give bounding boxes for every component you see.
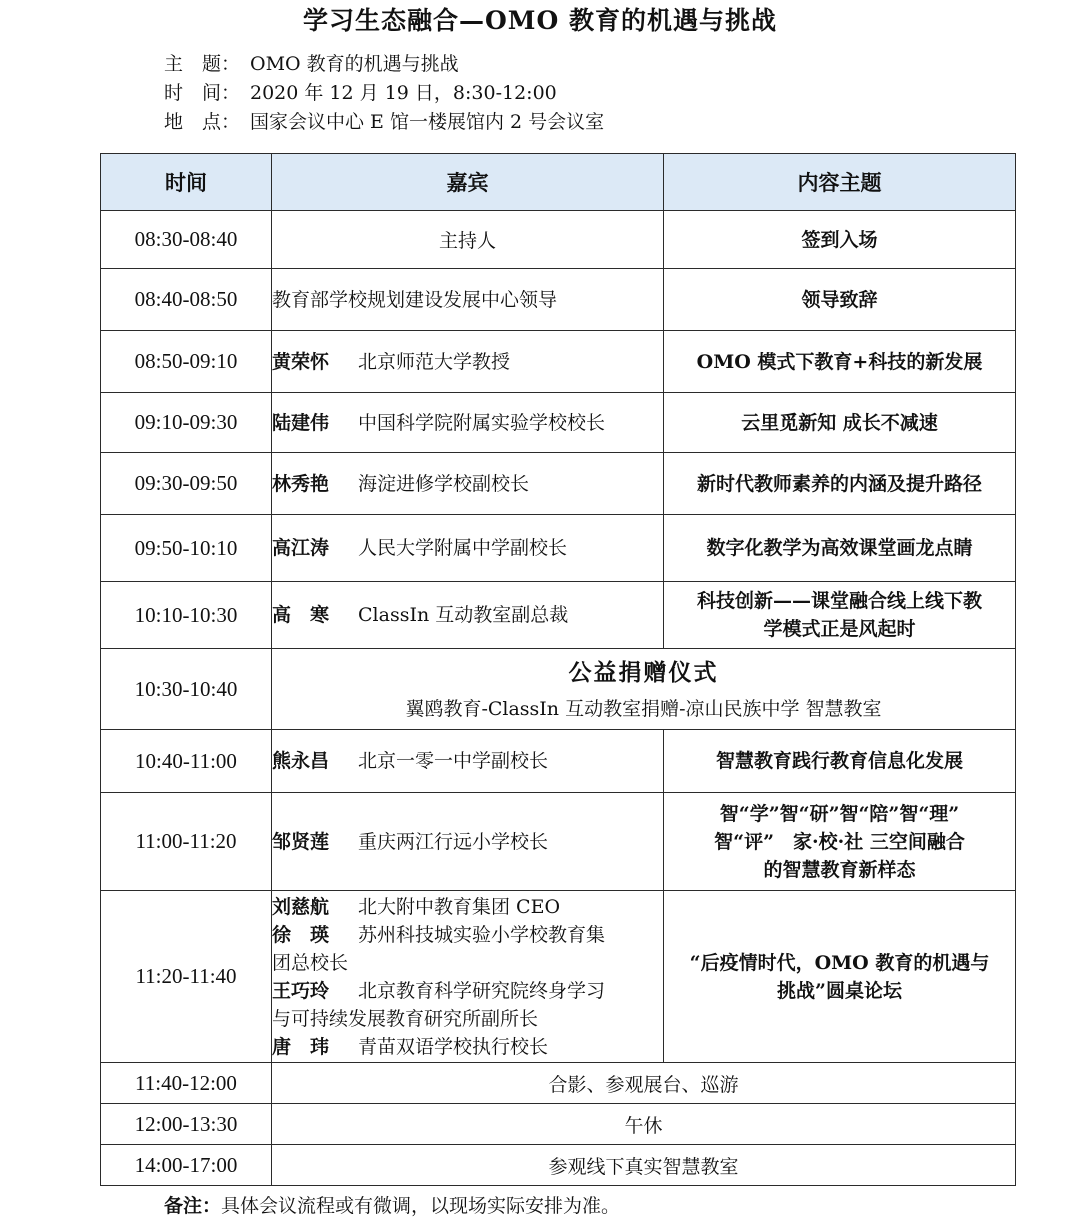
topic-line: 智“学”智“研”智“陪”智“理” xyxy=(719,802,960,825)
guest-name: 高江涛 xyxy=(272,537,330,559)
row-topic xyxy=(664,582,1016,649)
guest-role-cont: 团总校长 xyxy=(272,951,349,974)
meta-location-label: 地 点： xyxy=(164,111,241,133)
table-row xyxy=(101,1063,1016,1104)
guest-name: 邹贤莲 xyxy=(272,830,330,853)
guest-role: 重庆两江行远小学校长 xyxy=(358,830,549,853)
topic-line: 学模式正是风起时 xyxy=(763,618,916,640)
meta-time-value: 2020 年 12 月 19 日，8:30-12:00 xyxy=(250,82,557,104)
guest-role: 北京教育科学研究院终身学习 xyxy=(358,979,606,1002)
row-time: 14:00-17:00 xyxy=(101,1145,272,1186)
row-time: 09:30-09:50 xyxy=(101,453,272,515)
row-time: 11:40-12:00 xyxy=(101,1063,272,1104)
table-header-row xyxy=(101,154,1016,211)
topic-line: 科技创新——课堂融合线上线下教 xyxy=(696,590,982,612)
topic-line: 的智慧教育新样态 xyxy=(763,858,916,881)
guest-name: 高 寒 xyxy=(272,604,330,626)
guest-role: 人民大学附属中学副校长 xyxy=(358,537,568,559)
guest-role: 青苗双语学校执行校长 xyxy=(358,1035,549,1058)
table-row xyxy=(101,730,1016,793)
guest-name: 刘慈航 xyxy=(272,895,330,918)
meta-location xyxy=(164,108,604,137)
row-topic xyxy=(664,793,1016,891)
header-guest: 嘉宾 xyxy=(272,154,664,211)
row-time: 11:20-11:40 xyxy=(101,891,272,1063)
row-guest xyxy=(272,730,664,793)
row-guest: 教育部学校规划建设发展中心领导 xyxy=(272,269,664,331)
row-guest xyxy=(272,393,664,453)
row-topic: 签到入场 xyxy=(664,211,1016,269)
row-topic: OMO 模式下教育+科技的新发展 xyxy=(664,331,1016,393)
guest-name: 唐 玮 xyxy=(272,1035,330,1058)
table-row xyxy=(101,515,1016,582)
meta-time-label: 时 间： xyxy=(164,82,241,104)
guest-name: 林秀艳 xyxy=(272,472,330,495)
guest-name: 徐 瑛 xyxy=(272,923,330,946)
row-time: 12:00-13:30 xyxy=(101,1104,272,1145)
guest-role: 苏州科技城实验小学校教育集 xyxy=(358,923,606,946)
table-row xyxy=(101,1145,1016,1186)
meta-topic xyxy=(164,50,459,79)
guest-role: 北京师范大学教授 xyxy=(358,350,511,373)
table-row xyxy=(101,211,1016,269)
row-time: 08:30-08:40 xyxy=(101,211,272,269)
guest-role: 中国科学院附属实验学校校长 xyxy=(358,411,606,434)
row-guest xyxy=(272,331,664,393)
row-time: 09:10-09:30 xyxy=(101,393,272,453)
panel-guest xyxy=(272,977,663,1005)
panel-guest xyxy=(272,893,663,921)
topic-line: 挑战”圆桌论坛 xyxy=(777,979,902,1002)
row-topic: 领导致辞 xyxy=(664,269,1016,331)
meta-location-value: 国家会议中心 E 馆一楼展馆内 2 号会议室 xyxy=(250,111,605,133)
row-span: 合影、参观展台、巡游 xyxy=(272,1063,1016,1104)
footnote-text: 具体会议流程或有微调，以现场实际安排为准。 xyxy=(221,1195,621,1217)
row-topic: 云里觅新知 成长不减速 xyxy=(664,393,1016,453)
row-time: 10:30-10:40 xyxy=(101,649,272,730)
row-guest xyxy=(272,453,664,515)
row-time: 08:50-09:10 xyxy=(101,331,272,393)
panel-guests xyxy=(272,891,664,1063)
row-time: 09:50-10:10 xyxy=(101,515,272,582)
row-span: 午休 xyxy=(272,1104,1016,1145)
row-guest xyxy=(272,582,664,649)
row-topic: 数字化教学为高效课堂画龙点睛 xyxy=(664,515,1016,582)
table-row xyxy=(101,331,1016,393)
ceremony-subtitle: 翼鸥教育-ClassIn 互动教室捐赠-凉山民族中学 智慧教室 xyxy=(405,698,882,720)
row-time: 11:00-11:20 xyxy=(101,793,272,891)
table-row-panel xyxy=(101,891,1016,1063)
ceremony-cell xyxy=(272,649,1016,730)
row-time: 10:10-10:30 xyxy=(101,582,272,649)
row-topic xyxy=(664,891,1016,1063)
panel-guest xyxy=(272,921,663,949)
ceremony-title: 公益捐赠仪式 xyxy=(568,659,719,686)
row-time: 10:40-11:00 xyxy=(101,730,272,793)
page-title: 学习生态融合—OMO 教育的机遇与挑战 xyxy=(303,6,777,35)
meta-topic-label: 主 题： xyxy=(164,53,241,75)
row-topic: 新时代教师素养的内涵及提升路径 xyxy=(664,453,1016,515)
table-row xyxy=(101,269,1016,331)
guest-role-cont: 与可持续发展教育研究所副所长 xyxy=(272,1007,539,1030)
meta-time xyxy=(164,79,557,108)
guest-role: 北京一零一中学副校长 xyxy=(358,750,549,772)
guest-role: 海淀进修学校副校长 xyxy=(358,472,530,495)
table-row xyxy=(101,453,1016,515)
row-span: 参观线下真实智慧教室 xyxy=(272,1145,1016,1186)
guest-name: 陆建伟 xyxy=(272,411,330,434)
row-topic: 智慧教育践行教育信息化发展 xyxy=(664,730,1016,793)
meta-topic-value: OMO 教育的机遇与挑战 xyxy=(250,53,459,75)
row-time: 08:40-08:50 xyxy=(101,269,272,331)
guest-role: ClassIn 互动教室副总裁 xyxy=(358,604,569,626)
table-row xyxy=(101,793,1016,891)
footnote-label: 备注： xyxy=(164,1195,222,1217)
header-time: 时间 xyxy=(101,154,272,211)
row-guest: 主持人 xyxy=(272,211,664,269)
header-topic: 内容主题 xyxy=(664,154,1016,211)
guest-name: 熊永昌 xyxy=(272,750,330,772)
guest-role: 北大附中教育集团 CEO xyxy=(358,895,561,918)
row-guest xyxy=(272,515,664,582)
table-row-ceremony xyxy=(101,649,1016,730)
topic-line: 智“评” 家·校·社 三空间融合 xyxy=(714,830,965,853)
schedule-table xyxy=(100,153,1016,1186)
panel-guest xyxy=(272,1033,663,1061)
table-row xyxy=(101,582,1016,649)
footnote xyxy=(164,1193,620,1219)
guest-name: 黄荣怀 xyxy=(272,350,330,373)
guest-name: 王巧玲 xyxy=(272,979,330,1002)
table-row xyxy=(101,1104,1016,1145)
topic-line: “后疫情时代，OMO 教育的机遇与 xyxy=(689,951,990,974)
table-row xyxy=(101,393,1016,453)
row-guest xyxy=(272,793,664,891)
